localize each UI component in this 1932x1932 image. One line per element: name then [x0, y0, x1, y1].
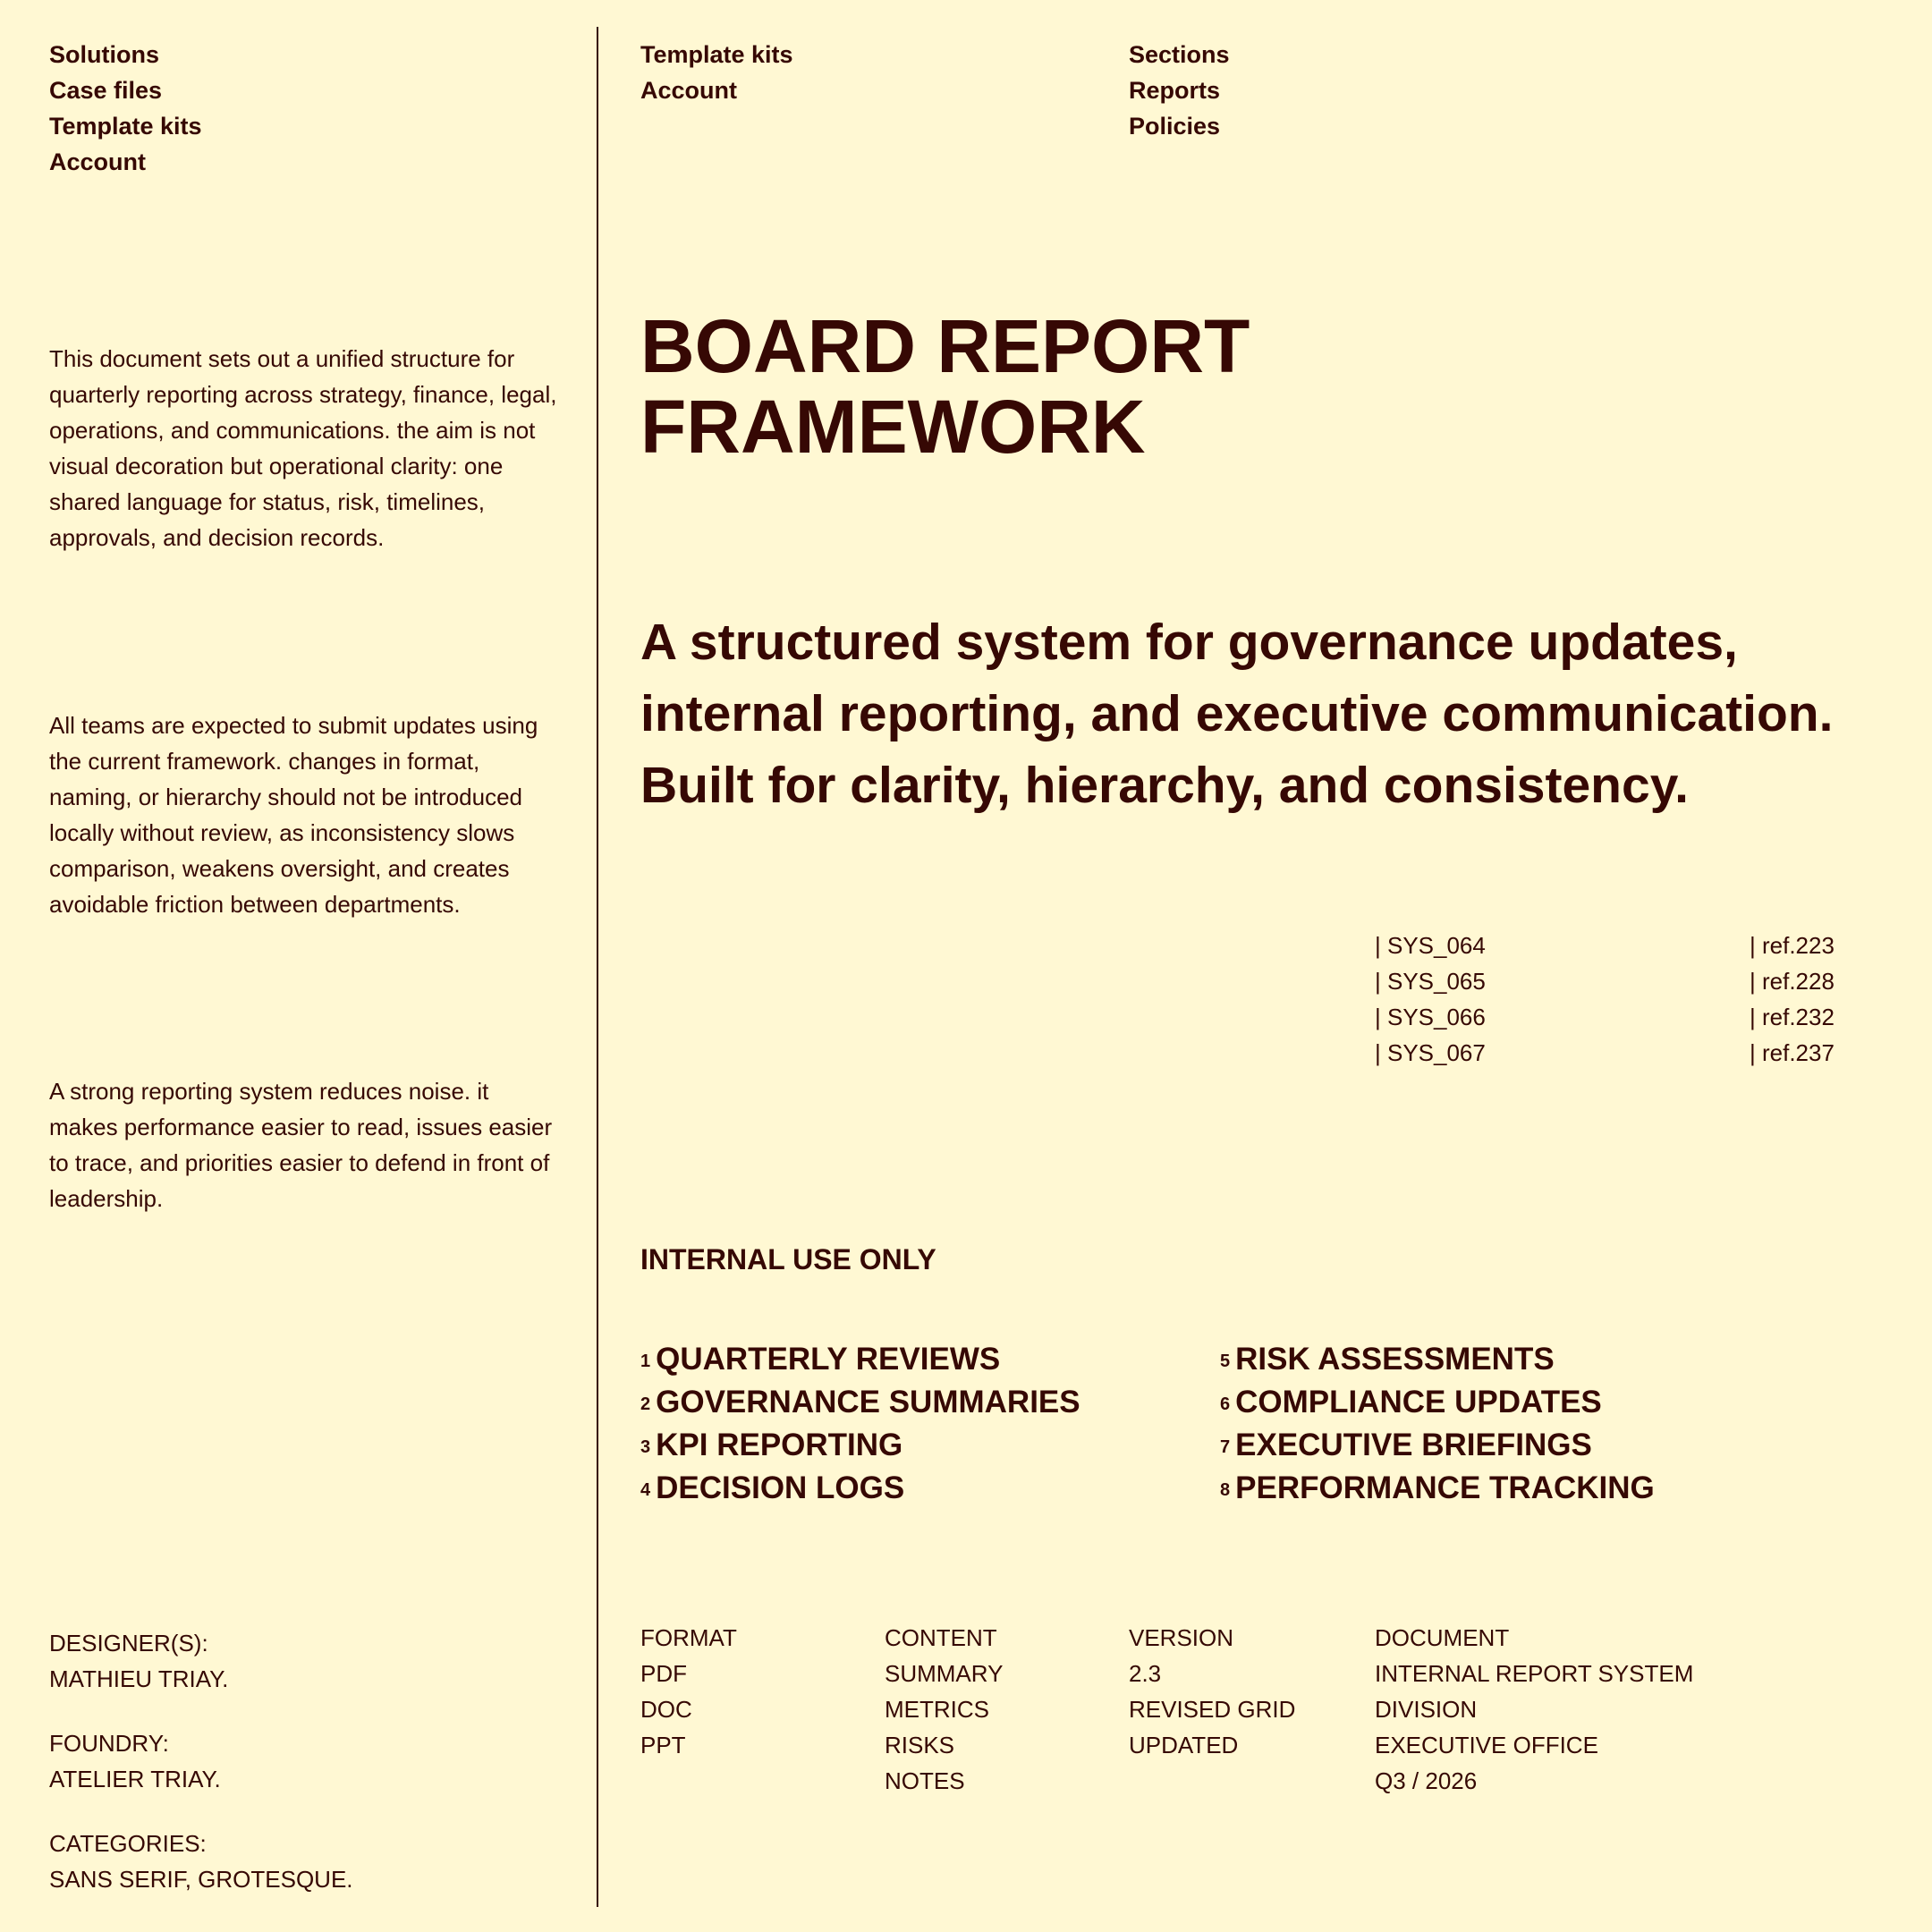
meta-value: RISKS: [885, 1732, 955, 1758]
section-item: [640, 1424, 1080, 1467]
nav-mid: [640, 37, 793, 108]
meta-value: METRICS: [885, 1696, 989, 1723]
meta-version: [1129, 1620, 1295, 1763]
meta-value: UPDATED: [1129, 1732, 1239, 1758]
credit-label: FOUNDRY:: [49, 1730, 169, 1757]
section-number: 1: [640, 1352, 651, 1371]
section-number: 3: [640, 1437, 651, 1457]
credit-designer: [49, 1625, 353, 1697]
meta-heading: FORMAT: [640, 1624, 737, 1651]
section-number: 5: [1220, 1352, 1231, 1371]
nav-sections[interactable]: Sections: [1129, 41, 1230, 68]
section-item: [640, 1381, 1080, 1424]
ref-code: | ref.228: [1750, 968, 1835, 995]
nav-template-kits[interactable]: Template kits: [49, 113, 202, 140]
nav-reports[interactable]: Reports: [1129, 77, 1221, 104]
section-number: 7: [1220, 1437, 1231, 1457]
nav-left: [49, 37, 202, 180]
meta-value: Q3 / 2026: [1375, 1767, 1478, 1794]
ref-code: | ref.232: [1750, 1004, 1835, 1030]
nav-account[interactable]: Account: [49, 148, 146, 175]
credits: [49, 1625, 353, 1926]
meta-value: EXECUTIVE OFFICE: [1375, 1732, 1598, 1758]
meta-format: [640, 1620, 737, 1763]
nav-template-kits[interactable]: Template kits: [640, 41, 793, 68]
section-item: [1220, 1467, 1655, 1510]
meta-document: [1375, 1620, 1693, 1799]
credit-value: SANS SERIF, GROTESQUE.: [49, 1866, 353, 1893]
nav-policies[interactable]: Policies: [1129, 113, 1221, 140]
section-list-right: [1220, 1338, 1655, 1510]
column-divider: [597, 27, 598, 1907]
credit-categories: [49, 1826, 353, 1897]
section-number: 8: [1220, 1480, 1231, 1500]
section-label: COMPLIANCE UPDATES: [1235, 1385, 1602, 1419]
sys-codes: [1375, 928, 1486, 1071]
intro-paragraph: This document sets out a unified structure for quarterly reporting across strategy, finance, legal, operations, and communications. the aim is not visual decoration but operational clarity: one shared language for status, risk, timelines, approvals, and decision records.: [49, 345, 557, 551]
meta-heading: VERSION: [1129, 1624, 1234, 1651]
meta-value: SUMMARY: [885, 1660, 1004, 1687]
section-label: DECISION LOGS: [656, 1470, 905, 1505]
section-item: [1220, 1381, 1655, 1424]
sys-code: | SYS_067: [1375, 1039, 1486, 1066]
meta-value: DIVISION: [1375, 1696, 1478, 1723]
meta-heading: DOCUMENT: [1375, 1624, 1510, 1651]
section-label: GOVERNANCE SUMMARIES: [656, 1385, 1080, 1419]
nav-case-files[interactable]: Case files: [49, 77, 163, 104]
page-title: [640, 306, 1250, 467]
section-item: [640, 1467, 1080, 1510]
sys-code: | SYS_065: [1375, 968, 1486, 995]
nav-right: [1129, 37, 1230, 144]
credit-label: CATEGORIES:: [49, 1830, 207, 1857]
internal-use-label: INTERNAL USE ONLY: [640, 1243, 936, 1275]
sys-code: | SYS_064: [1375, 932, 1486, 959]
section-item: [1220, 1338, 1655, 1381]
nav-account[interactable]: Account: [640, 77, 737, 104]
title-line: FRAMEWORK: [640, 385, 1146, 469]
section-item: [1220, 1424, 1655, 1467]
meta-value: PDF: [640, 1660, 687, 1687]
policy-paragraph: All teams are expected to submit updates using the current framework. changes in format, naming, or hierarchy should not be introduced locally without review, as inconsistency slows comparison, weakens oversight, and creates avoidable friction between departments.: [49, 712, 538, 918]
meta-heading: CONTENT: [885, 1624, 997, 1651]
credit-label: DESIGNER(S):: [49, 1630, 208, 1657]
ref-code: | ref.237: [1750, 1039, 1835, 1066]
section-number: 6: [1220, 1394, 1231, 1414]
credit-value: ATELIER TRIAY.: [49, 1766, 221, 1792]
credit-value: MATHIEU TRIAY.: [49, 1665, 229, 1692]
subtitle: A structured system for governance updates, internal reporting, and executive communication. Built for clarity, hierarchy, and consistency.: [640, 614, 1834, 814]
section-item: [640, 1338, 1080, 1381]
meta-value: INTERNAL REPORT SYSTEM: [1375, 1660, 1694, 1687]
meta-value: NOTES: [885, 1767, 965, 1794]
title-line: BOARD REPORT: [640, 304, 1250, 388]
ref-code: | ref.223: [1750, 932, 1835, 959]
meta-value: REVISED GRID: [1129, 1696, 1296, 1723]
section-label: QUARTERLY REVIEWS: [656, 1342, 1001, 1377]
meta-content: [885, 1620, 1003, 1799]
section-number: 2: [640, 1394, 651, 1414]
meta-value: DOC: [640, 1696, 692, 1723]
section-label: PERFORMANCE TRACKING: [1235, 1470, 1655, 1505]
section-label: RISK ASSESSMENTS: [1235, 1342, 1555, 1377]
sys-code: | SYS_066: [1375, 1004, 1486, 1030]
section-label: KPI REPORTING: [656, 1428, 903, 1462]
refs: [1750, 928, 1835, 1071]
meta-value: PPT: [640, 1732, 686, 1758]
nav-solutions[interactable]: Solutions: [49, 41, 159, 68]
meta-value: 2.3: [1129, 1660, 1162, 1687]
section-list-left: [640, 1338, 1080, 1510]
section-number: 4: [640, 1480, 651, 1500]
section-label: EXECUTIVE BRIEFINGS: [1235, 1428, 1592, 1462]
summary-paragraph: A strong reporting system reduces noise. it makes performance easier to read, issues easier to trace, and priorities easier to defend in front of leadership.: [49, 1078, 553, 1212]
credit-foundry: [49, 1725, 353, 1797]
